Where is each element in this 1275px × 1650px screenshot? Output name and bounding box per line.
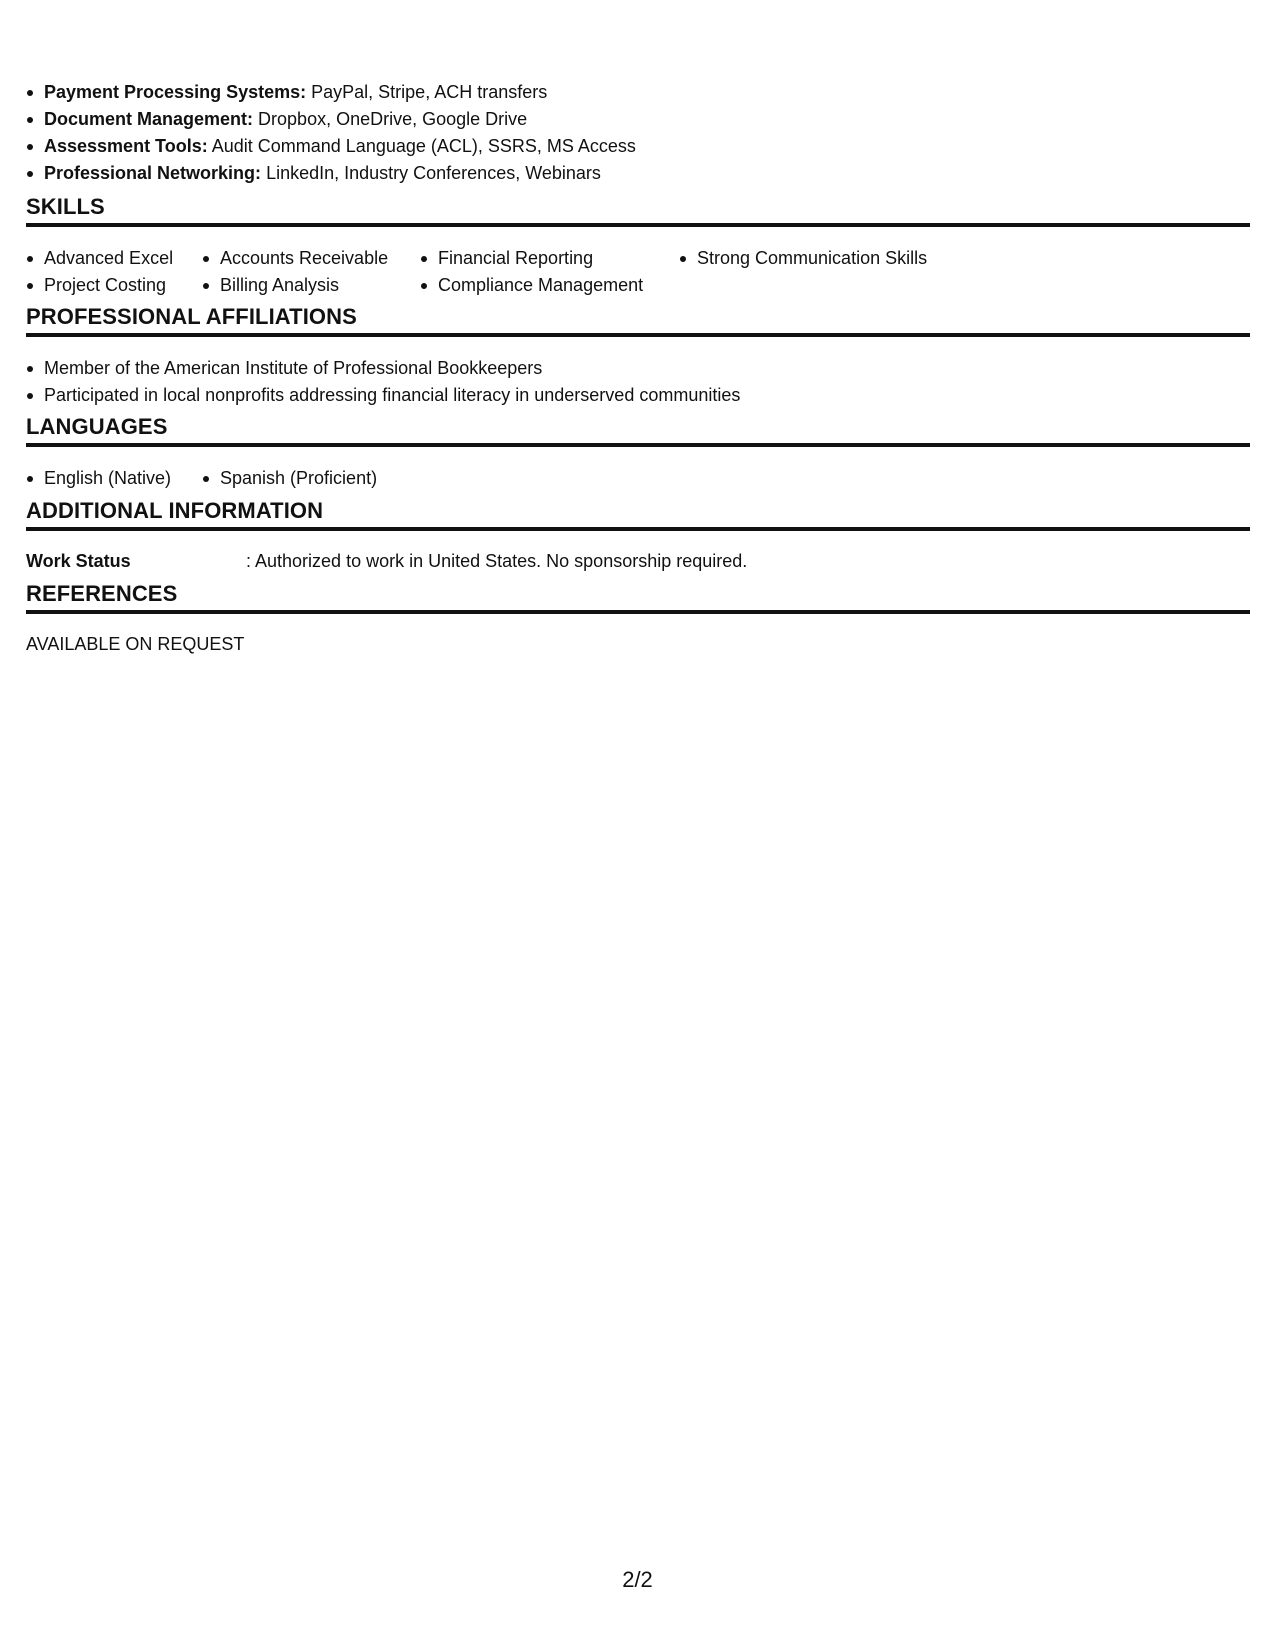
work-status-row xyxy=(26,548,747,575)
skills-column xyxy=(420,245,679,299)
skill-item: Advanced Excel xyxy=(26,245,202,272)
skills-grid xyxy=(26,245,979,299)
tool-value: Dropbox, OneDrive, Google Drive xyxy=(258,109,528,129)
affiliations-heading: PROFESSIONAL AFFILIATIONS xyxy=(26,303,1250,337)
tool-value: LinkedIn, Industry Conferences, Webinars xyxy=(266,163,601,183)
skill-item: Project Costing xyxy=(26,272,202,299)
skills-column xyxy=(26,245,202,299)
references-text: AVAILABLE ON REQUEST xyxy=(26,634,245,654)
skill-item: Compliance Management xyxy=(420,272,679,299)
tool-label: Document Management: xyxy=(44,109,254,129)
skill-item: Accounts Receivable xyxy=(202,245,420,272)
tool-value: PayPal, Stripe, ACH transfers xyxy=(311,82,548,102)
additional-info-heading: ADDITIONAL INFORMATION xyxy=(26,497,1250,531)
skills-column xyxy=(202,245,420,299)
skill-item: Strong Communication Skills xyxy=(679,245,979,272)
skill-item: Financial Reporting xyxy=(420,245,679,272)
affiliation-item: Participated in local nonprofits addressing financial literacy in underserved communities xyxy=(26,382,740,409)
work-status-value: : Authorized to work in United States. No sponsorship required. xyxy=(246,551,748,571)
page-number: 2/2 xyxy=(622,1567,653,1592)
list-item xyxy=(26,160,636,187)
affiliation-item: Member of the American Institute of Professional Bookkeepers xyxy=(26,355,740,382)
list-item xyxy=(26,133,636,160)
work-status-label: Work Status xyxy=(26,551,131,571)
affiliations-list xyxy=(26,355,740,409)
languages-heading: LANGUAGES xyxy=(26,413,1250,447)
references-heading: REFERENCES xyxy=(26,580,1250,614)
tool-label: Payment Processing Systems: xyxy=(44,82,307,102)
tool-label: Professional Networking: xyxy=(44,163,262,183)
list-item xyxy=(26,106,636,133)
skill-item: Billing Analysis xyxy=(202,272,420,299)
languages-list xyxy=(26,465,377,492)
tool-value: Audit Command Language (ACL), SSRS, MS Access xyxy=(211,136,636,156)
list-item xyxy=(26,79,636,106)
language-item: English (Native) xyxy=(26,465,202,492)
skills-column xyxy=(679,245,979,299)
tool-label: Assessment Tools: xyxy=(44,136,208,156)
language-item: Spanish (Proficient) xyxy=(202,465,377,492)
skills-heading: SKILLS xyxy=(26,193,1250,227)
tools-list xyxy=(26,79,636,187)
